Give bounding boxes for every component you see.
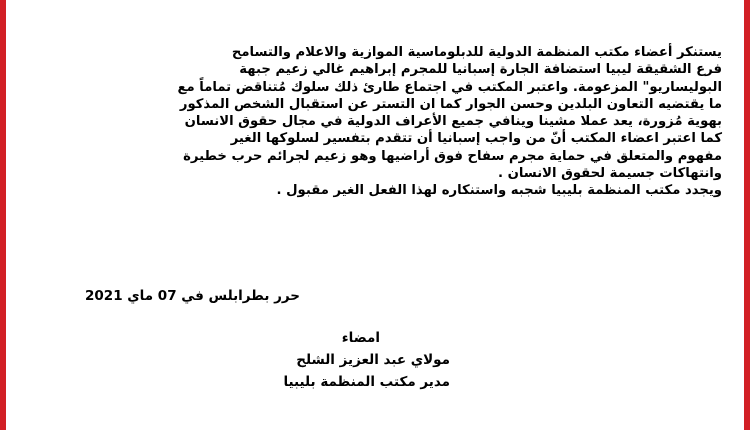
body-line: وانتهاكات جسيمة لحقوق الانسان . (497, 166, 722, 182)
right-red-border (744, 0, 750, 430)
signatory-title: مدير مكتب المنظمة بليبيا (283, 374, 450, 390)
signatory-name: مولاي عبد العزيز الشلح (296, 352, 450, 368)
signature-label: امضاء (341, 330, 380, 346)
body-line: ويجدد مكتب المنظمة بليبيا شجبه واستنكاره لهذا الفعل الغير مقبول . (276, 183, 722, 199)
body-line: يستنكر أعضاء مكتب المنظمة الدولية للدبلوماسية الموازية والاعلام والتسامح (231, 45, 722, 60)
body-line: بهوية مُزورة، يعد عملا مشينا وينافي جميع الأعراف الدولية في مجال حقوق الانسان (184, 114, 722, 130)
body-line: البوليساريو" المزعومة. واعتبر المكتب في اجتماع طارئ ذلك سلوك مُتناقض تماماً مع (177, 79, 722, 95)
body-line: فرع الشقيقة ليبيا استضافة الجارة إسبانيا للمجرم إبراهيم غالي زعيم جبهة (239, 62, 722, 78)
signature-block (90, 327, 450, 393)
body-line: كما اعتبر اعضاء المكتب أنّ من واجب إسبانيا أن تتقدم بتفسير لسلوكها الغير (230, 131, 722, 147)
date-place-line: حرر بطرابلس في 07 ماي 2021 (85, 288, 300, 304)
body-line: ما يقتضيه التعاون البلدين وحسن الجوار كما ان التستر عن استقبال الشخص المذكور (179, 96, 722, 112)
body-line: مفهوم والمتعلق في حماية مجرم سفاح فوق أراضيها وهو زعيم لجرائم حرب خطيرة (183, 148, 722, 164)
left-red-border (0, 0, 6, 430)
letter-body (62, 44, 722, 200)
